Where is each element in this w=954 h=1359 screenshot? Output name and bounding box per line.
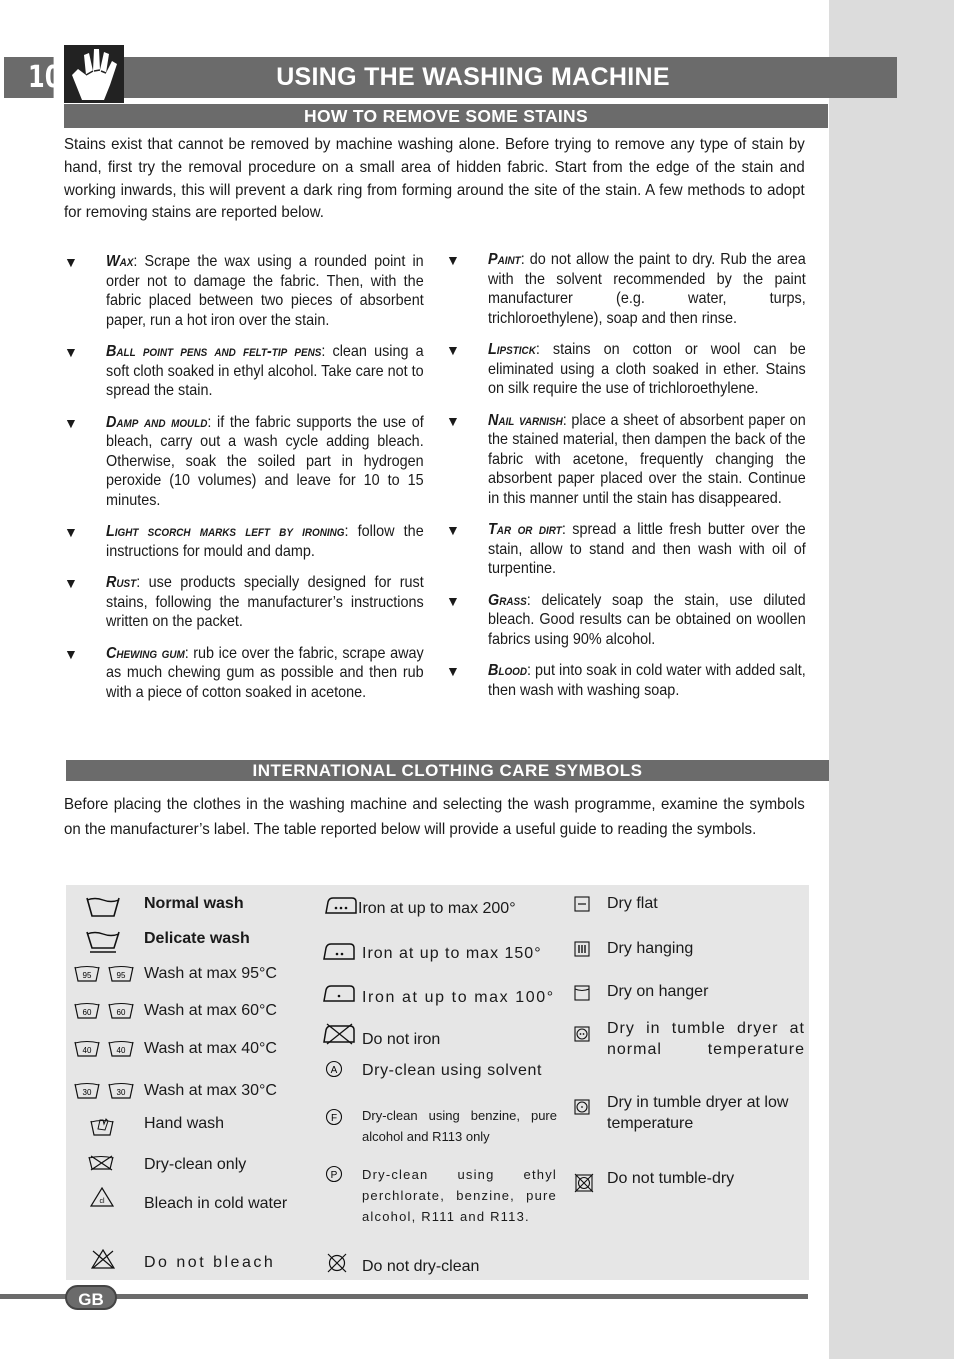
temp-60-b: 60 <box>116 1008 126 1017</box>
stain-term: Damp and mould <box>106 413 208 431</box>
stain-term: Tar or dirt <box>488 521 562 538</box>
side-strip <box>829 0 954 1359</box>
symbol-label-hand-wash: Hand wash <box>144 1115 225 1132</box>
stain-description: : put into soak in cold water with added salt, then wash with washing soap. <box>488 662 806 699</box>
delicate-wash-icon <box>86 930 120 954</box>
stain-item <box>64 413 424 511</box>
language-badge: GB <box>65 1285 117 1310</box>
stain-item <box>446 340 806 399</box>
symbol-label-no-bleach: Do not bleach <box>144 1254 276 1271</box>
iron-100-icon <box>323 985 355 1003</box>
no-dry-clean-icon <box>327 1253 347 1273</box>
stain-description: : use products specially designed for rust stains, following the manufacturer’s instructions written on the packet. <box>106 574 424 630</box>
page-number: 10 <box>4 57 54 98</box>
tumble-dry-normal-icon <box>574 1026 590 1042</box>
no-iron-icon <box>323 1023 355 1045</box>
stain-term: Blood <box>488 662 528 679</box>
no-bleach-icon <box>90 1249 116 1269</box>
stain-description: : if the fabric supports the use of bleach, carry out a wash cycle adding bleach. Otherwise, soak the soiled part in hydrogen peroxide (10 volumes) and leave for 10 to 15 minutes. <box>106 413 424 509</box>
hand-icon <box>64 45 124 103</box>
stain-description: : follow the instructions for mould and damp. <box>106 523 424 560</box>
bullet-triangle-icon: ▼ <box>446 592 460 609</box>
stain-description: : place a sheet of absorbent paper on the stained material, then dampen the back of the fabric with acetone, frequently changing the absorbent paper placed over the stain. Continue in this manner until the stain has disappeared. <box>488 411 806 507</box>
dry-flat-icon <box>574 896 590 912</box>
stains-intro: Stains exist that cannot be removed by machine washing alone. Before trying to remove any type of stain by hand, first try the removal procedure on a small area of hidden fabric. Start from the edge of the stain and working inwards, this will prevent a dark ring from forming around the site of the stain. A few methods to adopt for removing stains are reported below. <box>64 136 805 222</box>
symbol-label-dry-flat: Dry flat <box>607 895 658 912</box>
stain-item <box>64 342 424 401</box>
symbol-label-dry-clean-only: Dry-clean only <box>144 1156 247 1173</box>
iron-150-icon <box>323 943 355 961</box>
stain-term: Lipstick <box>488 341 536 358</box>
symbol-label-30: Wash at max 30°C <box>144 1082 277 1099</box>
symbol-label-iron-200: Iron at up to max 200° <box>358 900 516 917</box>
symbol-label-dry-hanging: Dry hanging <box>607 940 694 957</box>
circle-p-icon <box>325 1165 343 1183</box>
symbol-label-dry-clean-benzine: Dry-clean using benzine, pure alcohol and R113 only <box>362 1108 557 1144</box>
no-tumble-dry-icon <box>574 1173 594 1193</box>
symbol-label-no-iron: Do not iron <box>362 1031 441 1048</box>
symbol-label-dry-clean-ethyl: Dry-clean using ethyl perchlorate, benzine, pure alcohol, R111 and R113. <box>362 1167 557 1224</box>
stain-item <box>64 522 424 561</box>
symbol-label-delicate-wash: Delicate wash <box>144 930 250 947</box>
bullet-triangle-icon: ▼ <box>64 524 78 540</box>
circle-p-letter: P <box>330 1170 338 1181</box>
circle-f-icon <box>325 1108 343 1126</box>
circle-f-letter: F <box>330 1113 338 1124</box>
stain-description: : Scrape the wax using a rounded point in order not to damage the fabric. Then, with the fabric placed between two pieces of absorbent paper, run a hot iron over the stain. <box>106 253 424 329</box>
dry-hanging-icon <box>574 941 590 957</box>
symbol-label-dry-on-hanger: Dry on hanger <box>607 983 709 1000</box>
stain-description: : spread a little fresh butter over the stain, allow to stand and then wash with oil of turpentine. <box>488 521 806 577</box>
stain-description: : rub ice over the fabric, scrape away as much chewing gum as possible and then rub with a piece of cotton soaked in acetone. <box>106 644 424 701</box>
stains-left-column <box>64 252 424 714</box>
circle-a-letter: A <box>330 1065 338 1076</box>
temp-95-b: 95 <box>116 971 126 980</box>
temp-icons-30 <box>74 1082 134 1105</box>
care-symbols-table <box>66 885 809 1280</box>
temp-icons-60 <box>74 1002 134 1025</box>
symbols-intro <box>64 793 805 842</box>
symbol-label-60: Wash at max 60°C <box>144 1002 277 1019</box>
dry-clean-only-icon <box>88 1155 114 1171</box>
symbol-label-iron-150: Iron at up to max 150° <box>362 945 542 962</box>
bullet-triangle-icon: ▼ <box>64 414 78 431</box>
temp-icons-40 <box>74 1040 134 1063</box>
stain-item <box>446 591 806 650</box>
temp-icons-95 <box>74 965 134 988</box>
bleach-mark: cl <box>99 1198 105 1205</box>
temp-60-a: 60 <box>82 1008 92 1017</box>
hand-wash-icon <box>90 1115 114 1137</box>
symbol-label-no-dry-clean: Do not dry-clean <box>362 1258 480 1275</box>
bullet-triangle-icon: ▼ <box>64 254 78 270</box>
symbol-label-dry-clean-solvent: Dry-clean using solvent <box>362 1062 543 1079</box>
symbol-label-95: Wash at max 95°C <box>144 965 277 982</box>
symbol-label-iron-100: Iron at up to max 100° <box>362 989 555 1006</box>
stain-item <box>64 573 424 632</box>
iron-200-icon <box>325 897 357 915</box>
symbol-label-40: Wash at max 40°C <box>144 1040 277 1057</box>
temp-40-a: 40 <box>82 1046 92 1055</box>
footer-rule <box>0 1294 808 1299</box>
wash-tub-icon <box>86 896 120 918</box>
bleach-icon <box>90 1187 114 1207</box>
stain-item <box>64 252 424 330</box>
dry-on-hanger-icon <box>574 985 590 1001</box>
temp-40-b: 40 <box>116 1046 126 1055</box>
bullet-triangle-icon: ▼ <box>446 412 460 429</box>
stain-term: Grass <box>488 591 527 609</box>
symbol-label-tumble-normal: Dry in tumble dryer at normal temperature <box>607 1020 805 1058</box>
stain-term: Chewing gum <box>106 644 185 662</box>
stain-item <box>446 250 806 328</box>
stain-term: Wax <box>106 253 134 270</box>
stain-term: Paint <box>488 251 521 268</box>
section-heading-symbols: INTERNATIONAL CLOTHING CARE SYMBOLS <box>66 760 829 781</box>
symbol-label-tumble-low: Dry in tumble dryer at low temperature <box>607 1094 789 1132</box>
stain-term: Rust <box>106 574 137 591</box>
stain-description: : clean using a soft cloth soaked in ethyl alcohol. Take care not to spread the stain. <box>106 343 424 399</box>
stain-description: : delicately soap the stain, use diluted bleach. Good results can be obtained on woollen fabrics using 90% alcohol. <box>488 591 806 648</box>
bullet-triangle-icon: ▼ <box>64 344 78 360</box>
symbols-intro-text: Before placing the clothes in the washing machine and selecting the wash programme, examine the symbols on the manufacturer’s label. The table reported below will provide a useful guide to reading the symbols. <box>64 796 805 838</box>
stain-item <box>64 644 424 703</box>
temp-30-a: 30 <box>82 1088 92 1097</box>
bullet-triangle-icon: ▼ <box>446 522 460 538</box>
temp-95-a: 95 <box>82 971 92 980</box>
symbol-label-bleach: Bleach in cold water <box>144 1195 288 1212</box>
stain-term: Light scorch marks left by ironing <box>106 523 345 540</box>
stain-term: Ball point pens and felt-tip pens <box>106 343 322 360</box>
bullet-triangle-icon: ▼ <box>446 663 460 679</box>
stain-term: Nail varnish <box>488 411 563 429</box>
stain-item <box>446 661 806 700</box>
bullet-triangle-icon: ▼ <box>64 575 78 591</box>
symbol-label-no-tumble: Do not tumble-dry <box>607 1170 735 1187</box>
stain-description: : stains on cotton or wool can be eliminated using a cloth soaked in ether. Stains on silk require the use of trichloroethylene. <box>488 341 806 397</box>
symbol-label-normal-wash: Normal wash <box>144 895 244 912</box>
circle-a-icon <box>325 1060 343 1078</box>
bullet-triangle-icon: ▼ <box>64 645 78 662</box>
bullet-triangle-icon: ▼ <box>446 342 460 358</box>
section-heading-stains: HOW TO REMOVE SOME STAINS <box>64 104 828 128</box>
temp-30-b: 30 <box>116 1088 126 1097</box>
page-title: USING THE WASHING MACHINE <box>276 63 670 91</box>
tumble-dry-low-icon <box>574 1099 590 1115</box>
stain-item <box>446 411 806 509</box>
bullet-triangle-icon: ▼ <box>446 252 460 268</box>
stains-right-column <box>446 250 806 712</box>
stain-description: : do not allow the paint to dry. Rub the area with the solvent recommended by the paint manufacturer (e.g. water, turps, trichloroethylene), soap and then rinse. <box>488 251 806 327</box>
stain-item <box>446 520 806 579</box>
